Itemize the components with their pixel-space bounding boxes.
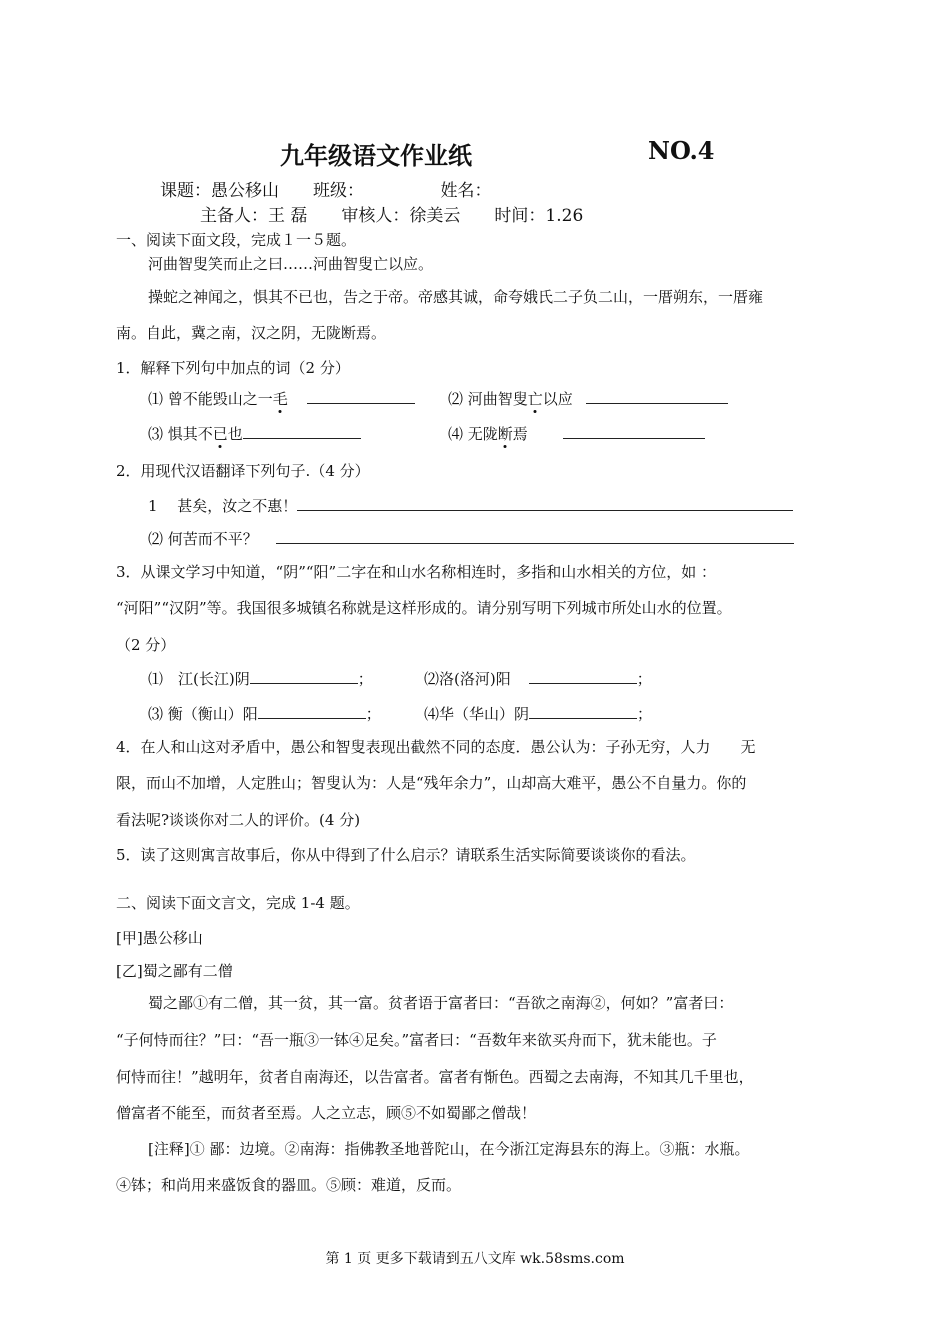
- annotation-line: ④钵；和尚用来盛饭食的器皿。⑤顾：难道，反而。: [116, 1176, 462, 1194]
- question-3-line: 3．从课文学习中知道，“阴”“阳”二字在和山水名称相连时，多指和山水相关的方位，如 ：: [116, 563, 716, 581]
- emphasis-dot-char: 已: [212, 425, 228, 443]
- q3-item-2: ⑵洛(洛河)阳 ；: [424, 670, 652, 688]
- question-3-line: （2 分）: [116, 636, 176, 654]
- passage-line: 操蛇之神闻之，惧其不已也，告之于帝。帝感其诚，命夸娥氏二子负二山，一厝朔东，一厝雍: [148, 288, 764, 306]
- answer-line[interactable]: [258, 704, 366, 719]
- sheet-number: NO.4: [648, 136, 715, 165]
- answer-line[interactable]: [529, 669, 637, 684]
- passage-line: 何恃而往！”越明年，贫者自南海还，以告富者。富者有惭色。西蜀之去南海，不知其几千里也，: [116, 1068, 754, 1086]
- q1-item-3: ⑶ 惧其不已也: [148, 423, 361, 444]
- passage-jia-label: [甲]愚公移山: [116, 929, 203, 947]
- passage-line: “子何恃而往？”曰：“吾一瓶③一钵④足矣。”富者曰：“吾数年来欲买舟而下，犹未能也。子: [116, 1031, 717, 1049]
- q2-item-1: 1 甚矣，汝之不惠！: [148, 495, 793, 516]
- header-info-line1: 课题：愚公移山 班级： 姓名：: [160, 181, 492, 201]
- passage-line: 僧富者不能至，而贫者至焉。人之立志，顾⑤不如蜀鄙之僧哉！: [116, 1104, 537, 1122]
- section2-heading: 二、阅读下面文言文，完成 1-4 题。: [116, 894, 360, 912]
- question-1-label: 1．解释下列句中加点的词（2 分）: [116, 359, 350, 377]
- q3-item-1: ⑴ 江(长江)阴 ；: [148, 670, 373, 688]
- answer-line[interactable]: [297, 496, 793, 511]
- passage-line: 蜀之鄙①有二僧，其一贫，其一富。贫者语于富者曰：“吾欲之南海②，何如？”富者曰：: [148, 994, 734, 1012]
- emphasis-dot-char: 亡: [527, 390, 543, 408]
- answer-line[interactable]: [276, 529, 794, 544]
- answer-line[interactable]: [563, 424, 705, 439]
- q3-item-4: ⑷华（华山）阴 ；: [424, 705, 653, 723]
- answer-line[interactable]: [529, 704, 637, 719]
- q1-item-1: ⑴ 曾不能毁山之一毛: [148, 388, 415, 409]
- question-4-line: 限，而山不加增，人定胜山；智叟认为：人是“残年余力”，山却高大难平，愚公不自量力。你的: [116, 774, 747, 792]
- answer-line[interactable]: [250, 669, 358, 684]
- question-5: 5．读了这则寓言故事后，你从中得到了什么启示？请联系生活实际简要谈谈你的看法。: [116, 846, 696, 864]
- annotation-line: [注释]① 鄙：边境。②南海：指佛教圣地普陀山，在今浙江定海县东的海上。③瓶：水瓶。: [148, 1140, 750, 1158]
- page-footer: 第 1 页 更多下载请到五八文库 wk.58sms.com: [325, 1251, 625, 1267]
- q3-item-3: ⑶ 衡（衡山）阳 ；: [148, 705, 381, 723]
- passage-yi-label: [乙]蜀之鄙有二僧: [116, 962, 233, 980]
- page-title: 九年级语文作业纸: [280, 141, 472, 170]
- answer-line[interactable]: [586, 389, 728, 404]
- passage-line: 南。自此，冀之南，汉之阴，无陇断焉。: [116, 324, 387, 342]
- question-4-line: 看法呢?谈谈你对二人的评价。(4 分): [116, 811, 361, 829]
- emphasis-dot-char: 毛: [272, 390, 288, 408]
- question-3-line: “河阳”“汉阴”等。我国很多城镇名称就是这样形成的。请分别写明下列城市所处山水的位置。: [116, 599, 732, 617]
- q2-item-2: ⑵ 何苦而不平？: [148, 528, 794, 549]
- answer-line[interactable]: [243, 424, 361, 439]
- question-2-label: 2．用现代汉语翻译下列句子.（4 分）: [116, 462, 370, 480]
- section1-heading: 一、阅读下面文段，完成１一５题。: [116, 231, 357, 249]
- passage-line: 河曲智叟笑而止之曰……河曲智叟亡以应。: [148, 255, 434, 273]
- question-4-line: 4．在人和山这对矛盾中，愚公和智叟表现出截然不同的态度．愚公认为：子孙无穷，人力 无: [116, 738, 756, 756]
- emphasis-dot-char: 断: [497, 425, 513, 443]
- answer-line[interactable]: [307, 389, 415, 404]
- q1-item-2: ⑵ 河曲智叟亡以应: [448, 388, 728, 409]
- q1-item-4: ⑷ 无陇断焉: [448, 423, 705, 444]
- header-info-line2: 主备人：王 磊 审核人：徐美云 时间：1.26: [200, 206, 584, 226]
